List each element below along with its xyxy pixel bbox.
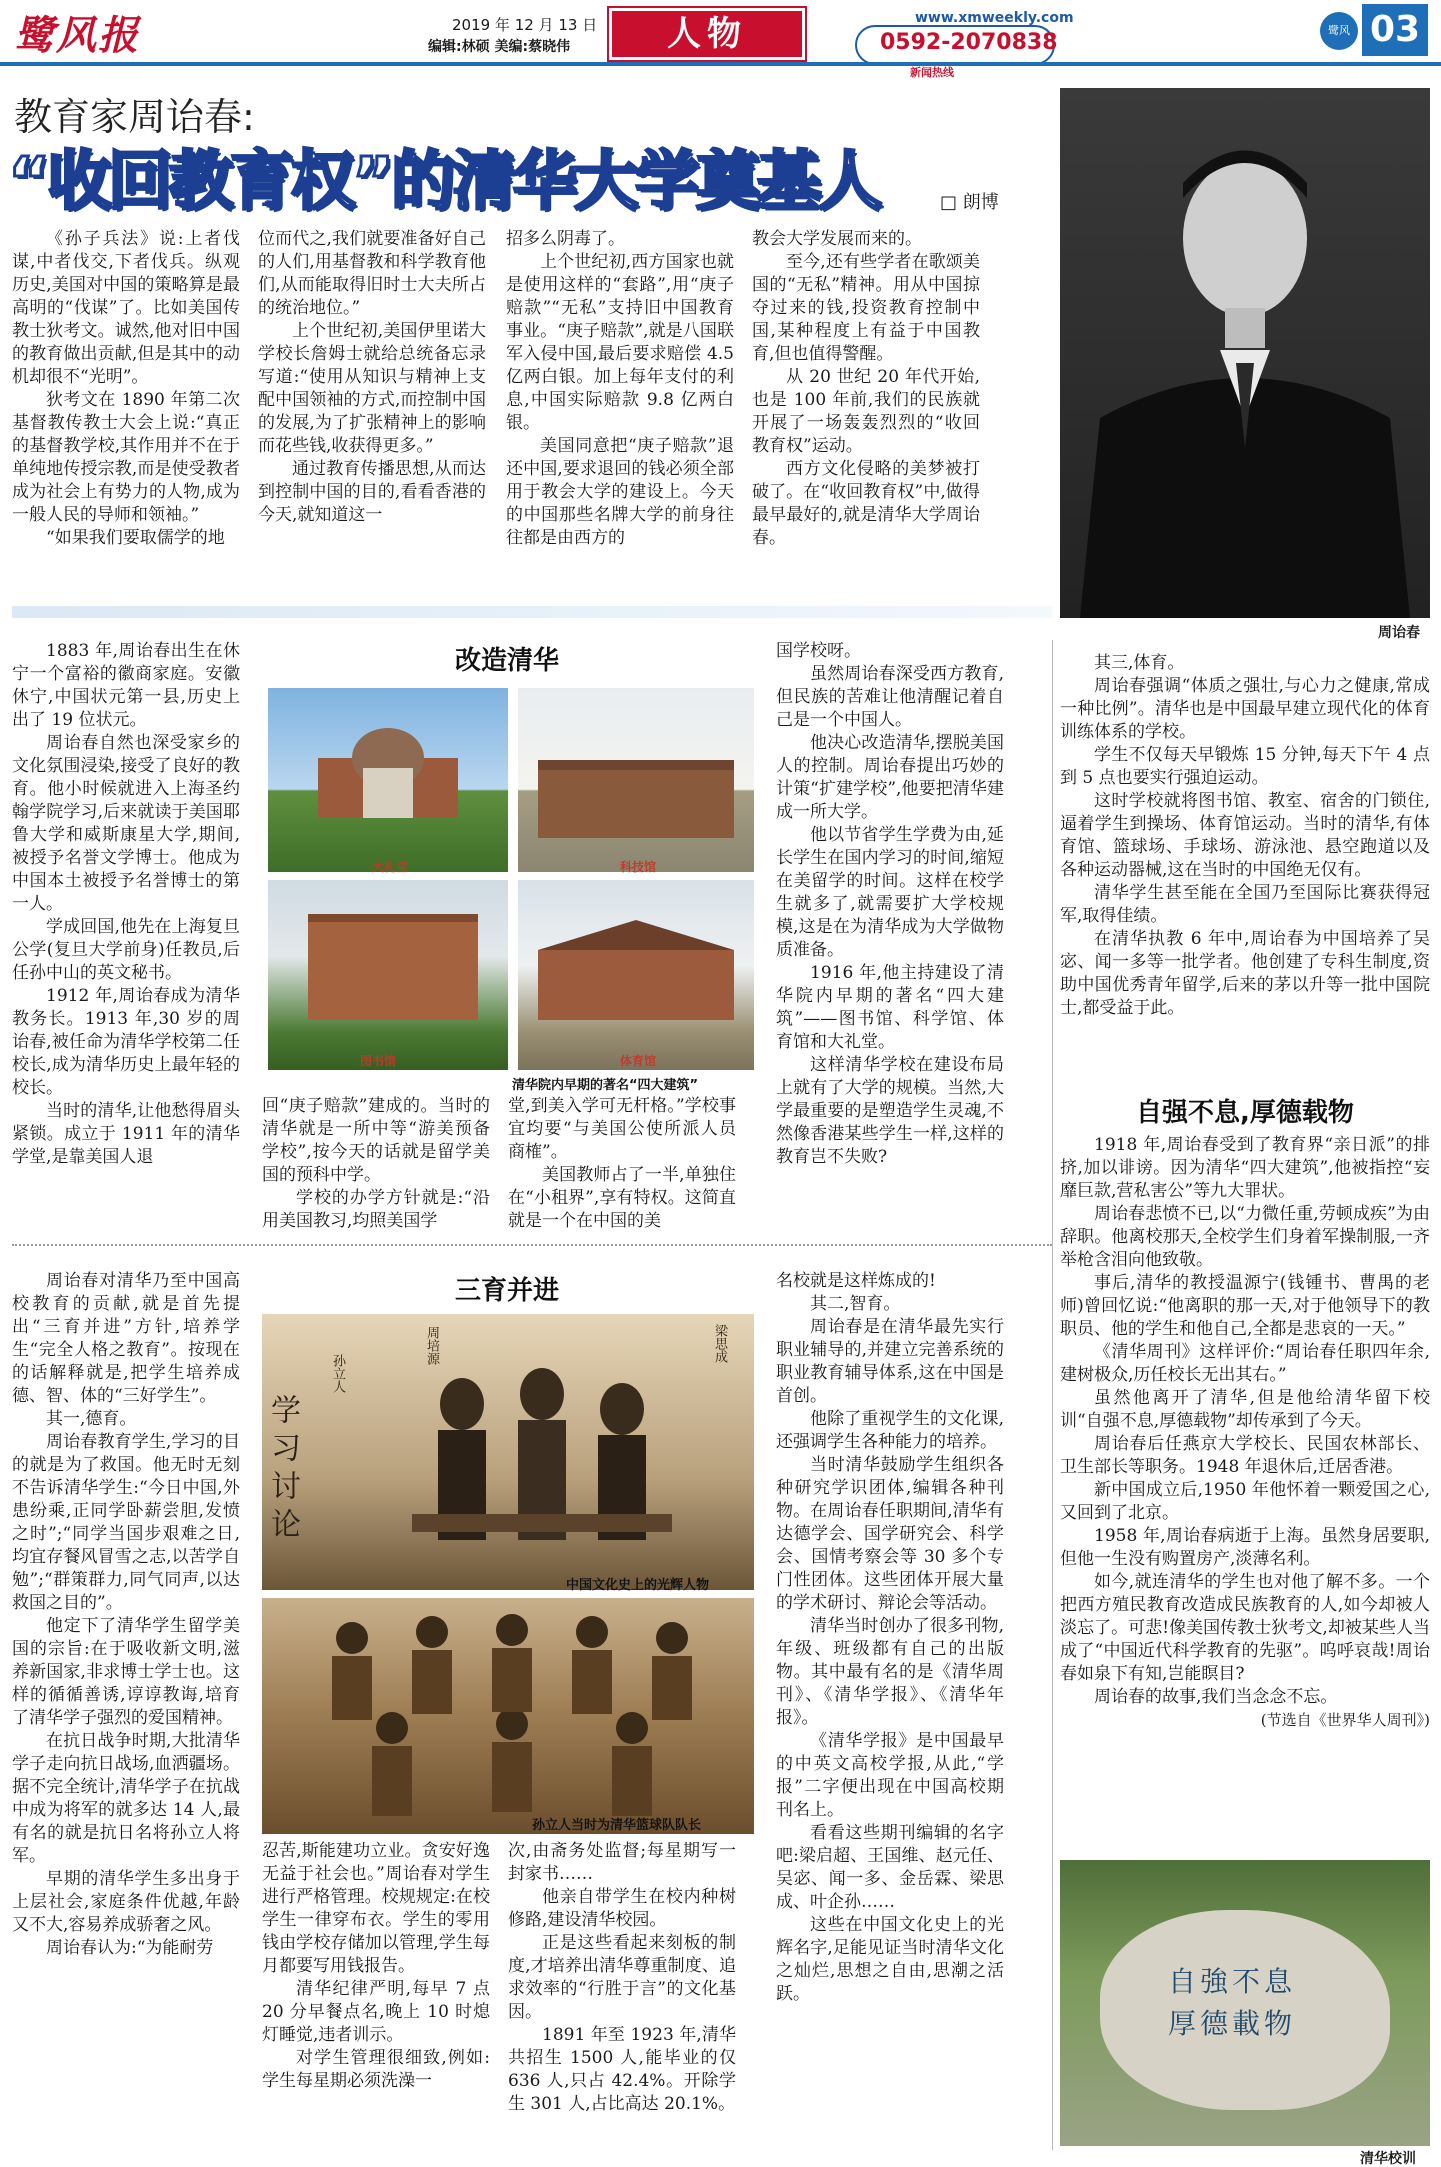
source-note: (节选自《世界华人周刊》) — [1260, 1711, 1430, 1729]
paragraph: 事后,清华的教授温源宁(钱锺书、曹禺的老师)曾回忆说:“他离职的那一天,对于他领导下的教职员、他的学生和他自己,全都是悲哀的一天。” — [1060, 1273, 1430, 1339]
paragraph: 其三,体育。 — [1094, 653, 1185, 673]
paragraph: 他以节省学生学费为由,延长学生在国内学习的时间,缩短在美留学的时间。这样在校学生就多了,就需要扩大学校规模,这是在为清华成为大学做物质准备。 — [776, 825, 1004, 960]
motto-stone-photo — [1060, 1860, 1430, 2146]
paragraph: 西方文化侵略的美梦被打破了。在“收回教育权”中,做得最早最好的,就是清华大学周诒春。 — [752, 459, 980, 548]
section-banner-label: 人物 — [612, 11, 802, 57]
paragraph: 其一,德育。 — [46, 1409, 137, 1429]
science-hall-building — [518, 688, 754, 872]
intro-column-2 — [258, 228, 486, 527]
paragraph: 从 20 世纪 20 年代开始,也是 100 年前,我们的民族就开展了一场轰轰烈烈的“收回教育权”运动。 — [752, 367, 980, 456]
paragraph: 学成回国,他先在上海复旦公学(复旦大学前身)任教员,后任孙中山的英文秘书。 — [12, 917, 240, 983]
paragraph: 学生不仅每天早锻炼 15 分钟,每天下午 4 点到 5 点也要实行强迫运动。 — [1060, 745, 1430, 788]
auditorium-building — [268, 688, 508, 872]
paragraph: 看看这些期刊编辑的名字吧:梁启超、王国维、赵元任、吴宓、闻一多、金岳霖、梁思成、叶企孙…… — [776, 1823, 1004, 1912]
paragraph: 回“庚子赔款”建成的。当时的清华就是一所中等“游美预备学校”,按今天的话就是留学美国的预科中学。 — [262, 1096, 490, 1185]
portrait-figure — [1060, 88, 1430, 618]
photo-auditorium — [268, 688, 508, 872]
photo1-name-sun: 孙立人 — [330, 1354, 345, 1393]
paragraph: 周诒春是在清华最先实行职业辅导的,并建立完善系统的职业教育辅导体系,这在中国是首创。 — [776, 1317, 1004, 1406]
reform-column-2 — [262, 1095, 490, 1233]
paragraph: 《孙子兵法》说:上者伐谋,中者伐交,下者伐兵。纵观历史,美国对中国的策略算是最高明的“伐谋”了。比如美国传教士狄考文。诚然,他对旧中国的教育做出贡献,但是其中的动机却很不“光明”。 — [12, 229, 240, 387]
paragraph: 周诒春自然也深受家乡的文化氛围浸染,接受了良好的教育。他小时候就进入上海圣约翰学院学习,后来就读于美国耶鲁大学和威斯康星大学,期间,被授予名誉文学博士。他成为中国本土被授予名誉博士的第一人。 — [12, 733, 240, 914]
paragraph: 他决心改造清华,摆脱美国人的控制。周诒春提出巧妙的计策“扩建学校”,他要把清华建成一所大学。 — [776, 733, 1004, 822]
paragraph: 周诒春的故事,我们当念念不忘。 — [1094, 1687, 1338, 1707]
paragraph: 狄考文在 1890 年第二次基督教传教士大会上说:“真正的基督教学校,其作用并不在于单纯地传授宗教,而是使受教者成为社会上有势力的人物,成为一般人民的导师和领袖。” — [12, 390, 240, 525]
paragraph: 周诒春教育学生,学习的目的就是为了救国。他无时无刻不告诉清华学生:“今日中国,外患纷乘,正同学卧薪尝胆,发愤之时”;“同学当国步艰难之日,均宜存餐风冒雪之志,以苦学自勉”;“群策群力,同气同声,以达救国之目的”。 — [12, 1432, 240, 1613]
intro-column-3 — [506, 228, 734, 550]
motto-stone-caption: 清华校训 — [1360, 2151, 1416, 2167]
label-auditorium: 大礼堂 — [372, 860, 409, 874]
paragraph: 虽然他离开了清华,但是他给清华留下校训“自强不息,厚德载物”却传承到了今天。 — [1060, 1388, 1430, 1431]
edition-badge-icon: 鹭风 — [1320, 12, 1358, 50]
paragraph: 清华学生甚至能在全国乃至国际比赛获得冠军,取得佳绩。 — [1060, 883, 1430, 926]
paragraph: 早期的清华学生多出身于上层社会,家庭条件优越,年龄又不大,容易养成骄奢之风。 — [12, 1869, 240, 1935]
paragraph: 《清华学报》是中国最早的中英文高校学报,从此,“学报”二字便出现在中国高校期刊名上。 — [776, 1731, 1004, 1820]
section-divider-2 — [12, 1244, 1052, 1246]
photo-study-discussion — [262, 1314, 754, 1590]
paragraph: 虽然周诒春深受西方教育,但民族的苦难让他清醒记着自己是一个中国人。 — [776, 664, 1004, 730]
paragraph: 上个世纪初,西方国家也就是使用这样的“套路”,用“庚子赔款”“无私”支持旧中国教育事业。“庚子赔款”,就是八国联军入侵中国,最后要求赔偿 4.5 亿两白银。加上每年支付的利息,中国实际赔款 9.8 亿两白银。 — [506, 252, 734, 433]
paragraph: 当时的清华,让他愁得眉头紧锁。成立于 1911 年的清华学堂,是靠美国人退 — [12, 1101, 240, 1167]
photo-library — [268, 880, 508, 1070]
photo-gymnasium — [518, 880, 754, 1070]
label-library: 图书馆 — [360, 1054, 397, 1068]
reform-column-3 — [508, 1095, 736, 1233]
paragraph: 1883 年,周诒春出生在休宁一个富裕的徽商家庭。安徽休宁,中国状元第一县,历史上出了 19 位状元。 — [12, 641, 240, 730]
portrait-caption: 周诒春 — [1378, 625, 1420, 641]
paragraph: 招多么阴毒了。 — [506, 229, 625, 249]
motto-line-2: 厚德載物 — [1168, 2007, 1297, 2040]
three-column-1 — [12, 1270, 240, 1960]
section-banner — [607, 6, 807, 62]
paragraph: 位而代之,我们就要准备好自己的人们,用基督教和科学教育他们,从而能取得旧时士大夫所占的统治地位。” — [258, 229, 486, 318]
paragraph: 这样清华学校在建设布局上就有了大学的规模。当然,大学最重要的是塑造学生灵魂,不然像香港某些学生一样,这样的教育岂不失败? — [776, 1055, 1004, 1167]
label-gymnasium: 体育馆 — [620, 1054, 657, 1068]
paragraph: 周诒春对清华乃至中国高校教育的贡献,就是首先提出“三育并进”方针,培养学生“完全人格之教育”。按现在的话解释就是,把学生培养成德、智、体的“三好学生”。 — [12, 1271, 240, 1406]
paragraph: 《清华周刊》这样评价:“周诒春任职四年余,建树极众,历任校长无出其右。” — [1060, 1342, 1430, 1385]
three-column-2 — [262, 1840, 490, 2093]
motto-line-1: 自強不息 — [1168, 1965, 1297, 1998]
editors-credit: 编辑:林硕 美编:蔡晓伟 — [428, 39, 571, 55]
paragraph: 这些在中国文化史上的光辉名字,足能见证当时清华文化之灿烂,思想之自由,思潮之活跃。 — [776, 1915, 1004, 2004]
paragraph: 1912 年,周诒春成为清华教务长。1913 年,30 岁的周诒春,被任命为清华学校第二任校长,成为清华历史上最年轻的校长。 — [12, 986, 240, 1098]
paragraph: 他定下了清华学生留学美国的宗旨:在于吸收新文明,滋养新国家,非求博士学士也。这样的循循善诱,谆谆教诲,培育了清华学子强烈的爱国精神。 — [12, 1616, 240, 1728]
paragraph: 他除了重视学生的文化课,还强调学生各种能力的培养。 — [776, 1409, 1004, 1452]
paragraph: 至今,还有些学者在歌颂美国的“无私”精神。用从中国掠夺过来的钱,投资教育控制中国,某种程度上有益于中国教育,但也值得警醒。 — [752, 252, 980, 364]
gymnasium-building — [518, 880, 754, 1070]
photo2-caption: 孙立人当时为清华篮球队队长 — [532, 1818, 702, 1833]
headline-title: “收回教育权”的清华大学奠基人 — [8, 145, 880, 219]
right-column-bottom — [1060, 1134, 1430, 1732]
byline: □ 朗博 — [940, 192, 999, 213]
portrait-photo — [1060, 88, 1430, 618]
paragraph: 周诒春后任燕京大学校长、民国农林部长、卫生部长等职务。1948 年退休后,迁居香港。 — [1060, 1434, 1430, 1477]
paragraph: 在清华执教 6 年中,周诒春为中国培养了吴宓、闻一多等一批学者。他创建了专科生制度,资助中国优秀青年留学,后来的茅以升等一批中国院士,都受益于此。 — [1060, 929, 1430, 1018]
paragraph: 周诒春认为:“为能耐劳 — [46, 1938, 214, 1958]
right-column-top — [1060, 652, 1430, 1020]
reform-column-4 — [776, 640, 1004, 1169]
hotline-label: 新闻热线 — [910, 66, 954, 79]
paragraph: 美国同意把“庚子赔款”退还中国,要求退回的钱必须全部用于教会大学的建设上。今天的中国那些名牌大学的前身往往都是由西方的 — [506, 436, 734, 548]
section-title-reform: 改造清华 — [454, 646, 559, 676]
website-link[interactable]: www.xmweekly.com — [915, 10, 1074, 26]
paragraph: 新中国成立后,1950 年他怀着一颗爱国之心,又回到了北京。 — [1060, 1480, 1430, 1523]
newspaper-logo: 鹭风报 — [14, 12, 140, 59]
paragraph: 堂,到美入学可无杆格。”学校事宜均要“与美国公使所派人员商榷”。 — [508, 1096, 736, 1162]
paragraph: 他亲自带学生在校内种树修路,建设清华校园。 — [508, 1887, 736, 1930]
intro-column-4 — [752, 228, 980, 550]
paragraph: 美国教师占了一半,单独住在“小租界”,享有特权。这简直就是一个在中国的美 — [508, 1165, 736, 1231]
paragraph: 其二,智育。 — [810, 1294, 901, 1314]
paragraph: 周诒春强调“体质之强壮,与心力之健康,常成一种比例”。清华也是中国最早建立现代化的体育训练体系的学校。 — [1060, 676, 1430, 742]
headline-kicker: 教育家周诒春: — [14, 95, 255, 139]
paragraph: 通过教育传播思想,从而达到控制中国的目的,看看香港的今天,就知道这一 — [258, 459, 486, 525]
three-column-3 — [508, 1840, 736, 2116]
paragraph: 次,由斋务处监督;每星期写一封家书…… — [508, 1841, 736, 1884]
paragraph: 1916 年,他主持建设了清华院内早期的著名“四大建筑”——图书馆、科学馆、体育馆和大礼堂。 — [776, 963, 1004, 1052]
paragraph: “如果我们要取儒学的地 — [46, 528, 225, 548]
column-rule — [1052, 640, 1053, 2150]
paragraph: 上个世纪初,美国伊里诺大学校长詹姆士就给总统备忘录写道:“使用从知识与精神上支配中国领袖的方式,而控制中国的发展,为了扩张精神上的影响而花些钱,收获得更多。” — [258, 321, 486, 456]
masthead-rule — [0, 62, 1441, 66]
section-title-three-education: 三育并进 — [454, 1276, 559, 1306]
paragraph: 1891 年至 1923 年,清华共招生 1500 人,能毕业的仅 636 人,只占 42.4%。开除学生 301 人,占比高达 20.1%。 — [508, 2025, 736, 2114]
reform-photo-caption: 清华院内早期的著名“四大建筑” — [512, 1078, 699, 1093]
paragraph: 清华纪律严明,每早 7 点 20 分早餐点名,晚上 10 时熄灯睡觉,违者训示。 — [262, 1979, 490, 2045]
library-building — [268, 880, 508, 1070]
paragraph: 正是这些看起来刻板的制度,才培养出清华尊重制度、追求效率的“行胜于言”的文化基因。 — [508, 1933, 736, 2022]
paragraph: 当时清华鼓励学生组织各种研究学识团体,编辑各种刊物。在周诒春任职期间,清华有达德学会、国学研究会、科学会、国情考察会等 30 多个专门性团体。这些团体开展大量的学术研讨、辩论会等活动。 — [776, 1455, 1004, 1613]
photo1-caption: 中国文化史上的光辉人物 — [566, 1578, 710, 1593]
paragraph: 1918 年,周诒春受到了教育界“亲日派”的排挤,加以诽谤。因为清华“四大建筑”,他被指控“妄靡巨款,营私害公”等九大罪状。 — [1060, 1135, 1430, 1201]
paragraph: 教会大学发展而来的。 — [752, 229, 922, 249]
paragraph: 在抗日战争时期,大批清华学子走向抗日战场,血洒疆场。据不完全统计,清华学子在抗战中成为将军的就多达 14 人,最有名的就是抗日名将孙立人将军。 — [12, 1731, 240, 1866]
section-divider — [12, 606, 1052, 618]
paragraph: 名校就是这样炼成的! — [776, 1271, 936, 1291]
photo1-vertical-title: 学习讨论 — [265, 1394, 300, 1546]
page-number: 03 — [1362, 4, 1428, 56]
three-column-4 — [776, 1270, 1004, 2006]
paragraph: 忍苦,斯能建功立业。贪安好逸无益于社会也。”周诒春对学生进行严格管理。校规规定:在校学生一律穿布衣。学生的零用钱由学校存储加以管理,学生每月都要写用钱报告。 — [262, 1841, 490, 1976]
section-title-motto: 自强不息,厚德载物 — [1136, 1098, 1354, 1128]
photo-basketball-team — [262, 1598, 754, 1834]
photo1-name-liang: 梁思成 — [712, 1324, 727, 1363]
basketball-team-figures — [262, 1598, 754, 1834]
issue-date: 2019 年 12 月 13 日 — [452, 16, 598, 34]
paragraph: 清华当时创办了很多刊物,年级、班级都有自己的出版物。其中最有名的是《清华周刊》、《清华学报》、《清华年报》。 — [776, 1616, 1004, 1728]
paragraph: 周诒春悲愤不已,以“力微任重,劳顿成疾”为由辞职。他离校那天,全校学生们身着军操制服,一齐举枪含泪向他致敬。 — [1060, 1204, 1430, 1270]
photo1-name-zhou: 周培源 — [424, 1326, 439, 1365]
intro-column-1 — [12, 228, 240, 550]
paragraph: 国学校呀。 — [776, 641, 861, 661]
label-science-hall: 科技馆 — [620, 860, 657, 874]
phone-number: 0592-2070838 — [880, 30, 1058, 55]
paragraph: 对学生管理很细致,例如:学生每星期必须洗澡一 — [262, 2048, 490, 2091]
paragraph: 1958 年,周诒春病逝于上海。虽然身居要职,但他一生没有购置房产,淡薄名利。 — [1060, 1526, 1430, 1569]
paragraph: 这时学校就将图书馆、教室、宿舍的门锁住,逼着学生到操场、体育馆运动。当时的清华,有体育馆、篮球场、手球场、游泳池、悬空跑道以及各种运动器械,这在当时的中国绝无仅有。 — [1060, 791, 1430, 880]
photo-science-hall — [518, 688, 754, 872]
paragraph: 学校的办学方针就是:“沿用美国教习,均照美国学 — [262, 1188, 490, 1231]
reform-column-1 — [12, 640, 240, 1169]
paragraph: 如今,就连清华的学生也对他了解不多。一个把西方殖民教育改造成民族教育的人,如今却被人淡忘了。可悲!像美国传教士狄考文,却被某些人当成了“中国近代科学教育的先驱”。呜呼哀哉!周诒春如泉下有知,岂能瞑目? — [1060, 1572, 1430, 1684]
masthead — [0, 0, 1441, 82]
